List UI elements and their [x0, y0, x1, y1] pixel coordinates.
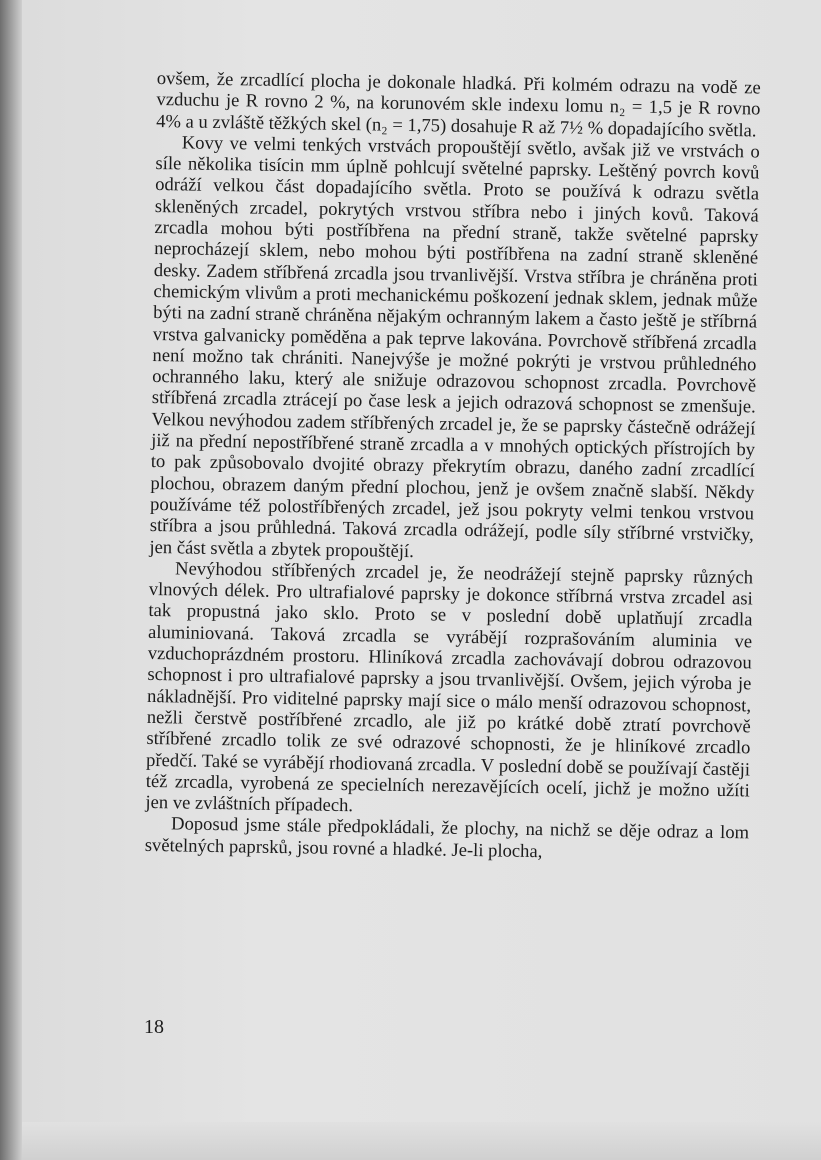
page-number: 18	[144, 1016, 164, 1038]
page-bottom-edge	[22, 1122, 821, 1160]
paragraph-metal-mirrors: Kovy ve velmi tenkých vrstvách propouštějí světlo, avšak již ve vrstvách o síle několika tisícin mm úplně pohlcují světelné paprsky. Leštěný povrch kovů odráží velkou část dopadajícího světla. Proto se používá k odrazu světla skleněných zrcadel, pokrytých vrstvou stříbra nebo i jiných kovů. Taková zrcadla mohou býti postříbřena na přední straně, takže světelné paprsky neprocházejí sklem, nebo mohou býti postříbřena na zadní straně skleněné desky. Zadem stříbřená zrcadla jsou trvanlivější. Vrstva stříbra je chráněna proti chemickým vlivům a proti mechanickému poškození jednak sklem, jednak může býti na zadní straně chráněna nějakým ochranným lakem a často ještě je stříbrná vrstva galvanicky poměděna a pak teprve lakována. Povrchově stříbřená zrcadla není možno tak chrániti. Nanejvýše je možné pokrýti je vrstvou průhledného ochranného laku, který ale snižuje odrazovou schopnost zrcadla. Povrchově stříbřená zrcadla ztrácejí po čase lesk a jejich odrazová schopnost se zmenšuje. Velkou nevýhodou zadem stříbřených zrcadel je, že se paprsky částečně odrážejí již na přední nepostříbřené straně zrcadla a v mnohých optických přístrojích by to pak způsobovalo dvojité obrazy překrytím obrazu, daného zadní zrcadlící plochou, obrazem daným přední plochou, jenž je ovšem značně slabší. Někdy používáme též polostříbřených zrcadel, jež jsou pokryty velmi tenkou vrstvou stříbra a jsou průhledná. Taková zrcadla odrážejí, podle síly stříbrné vrstvičky, jen část světla a zbytek propouštějí.	[149, 132, 760, 562]
paragraph-reflectance: ovšem, že zrcadlící plocha je dokonale hladká. Při kolmém odrazu na vodě ze vzduchu je R rovno 2 %, na korunovém skle indexu lomu n₂ = 1,5 je R rovno 4% a u zvláště těžkých skel (n₂ = 1,75) dosahuje R až 7½ % dopadajícího světla.	[156, 68, 761, 142]
body-text	[145, 68, 761, 865]
book-gutter-shadow	[0, 0, 22, 1160]
paragraph-aluminium-mirrors: Nevýhodou stříbřených zrcadel je, že neodrážejí stejně paprsky různých vlnových délek. Pro ultrafialové paprsky je dokonce stříbrná vrstva zrcadel asi tak propustná jako sklo. Proto se v poslední době uplatňují zrcadla aluminiovaná. Taková zrcadla se vyrábějí rozprašováním aluminia ve vzduchoprázdném prostoru. Hliníková zrcadla zachovávají dobrou odrazovou schopnost i pro ultrafialové paprsky a jsou trvanlivější. Ovšem, jejich výroba je nákladnější. Pro viditelné paprsky mají sice o málo menší odrazovou schopnost, nežli čerstvě postříbřené zrcadlo, ale již po krátké době ztratí povrchově stříbřené zrcadlo tolik ze své odrazové schopnosti, že je hliníkové zrcadlo předčí. Také se vyrábějí rhodiovaná zrcadla. V poslední době se používají častěji též zrcadla, vyrobená ze specielních nerezavějících ocelí, jichž je možno užíti jen ve zvláštních případech.	[145, 558, 754, 817]
paragraph-surfaces: Doposud jsme stále předpokládali, že plochy, na nichž se děje odraz a lom světelných paprsků, jsou rovné a hladké. Je-li plocha,	[144, 813, 750, 862]
